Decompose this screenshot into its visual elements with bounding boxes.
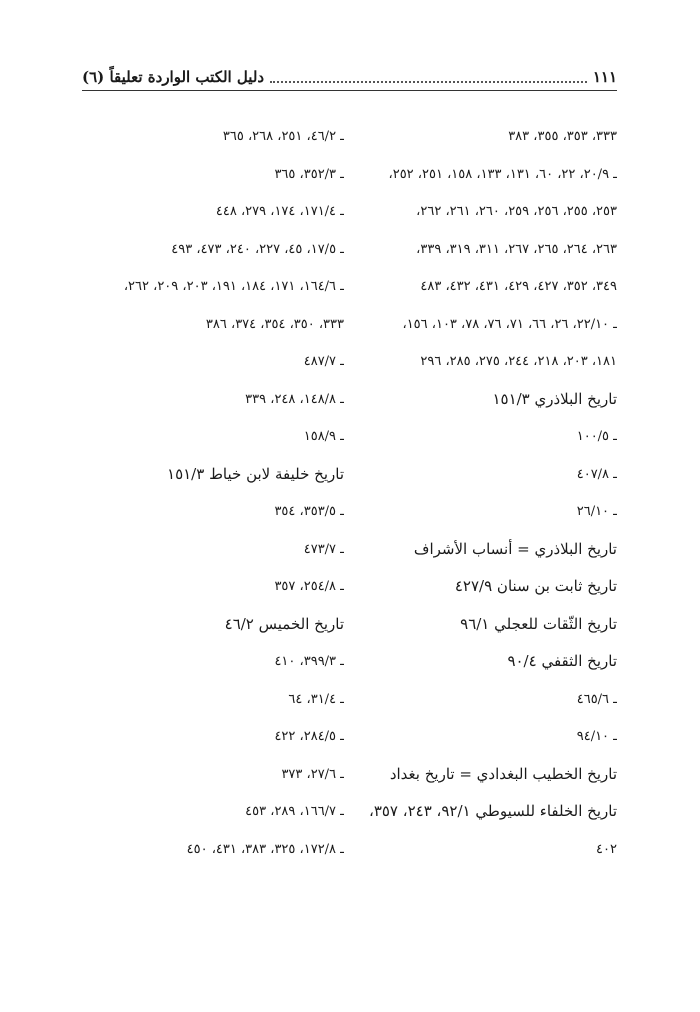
index-entry-line: ـ ٣١/٤، ٦٤ bbox=[288, 691, 344, 707]
index-entry-heading: تاريخ الخطيب البغدادي = تاريخ بغداد bbox=[389, 764, 617, 783]
index-entry-heading: تاريخ الخميس ٤٦/٢ bbox=[224, 614, 344, 633]
page-number: ١١١ bbox=[592, 68, 617, 86]
index-entry-line: ـ ١٠٠/٥ bbox=[576, 429, 617, 444]
index-entry-line: ـ ٢٧/٦، ٣٧٣ bbox=[281, 766, 344, 782]
index-entry-heading: تاريخ خليفة لابن خياط ١٥١/٣ bbox=[167, 464, 344, 483]
index-entry-heading: تاريخ البلاذري = أنساب الأشراف bbox=[413, 539, 617, 558]
index-entry-heading: تاريخ البلاذري ١٥١/٣ bbox=[492, 389, 617, 408]
index-entry-line: ـ ٤٠٧/٨ bbox=[576, 466, 617, 482]
index-entry-line: ـ ٢٢/١٠، ٢٦، ٦٦، ٧١، ٧٦، ٧٨، ١٠٣، ١٥٦، bbox=[402, 316, 617, 332]
index-entry-line: ١٨١، ٢٠٣، ٢١٨، ٢٤٤، ٢٧٥، ٢٨٥، ٢٩٦ bbox=[420, 354, 617, 369]
index-entry-line: ـ ٤٨٧/٧ bbox=[303, 354, 344, 369]
index-entry-heading: تاريخ الخلفاء للسيوطي ٩٢/١، ٢٤٣، ٣٥٧، bbox=[368, 802, 617, 820]
index-entry-line: ـ ٣٥٣/٥، ٣٥٤ bbox=[274, 504, 344, 519]
dot-leader bbox=[270, 80, 587, 83]
index-entry-line: ـ ١٧٢/٨، ٣٢٥، ٣٨٣، ٤٣١، ٤٥٠ bbox=[186, 841, 344, 857]
index-entry-line: ٣٣٣، ٣٥٣، ٣٥٥، ٣٨٣ bbox=[508, 129, 617, 144]
index-entry-line: ـ ١٦٦/٧، ٢٨٩، ٤٥٣ bbox=[245, 804, 344, 819]
index-entry-line: ـ ١٤٨/٨، ٢٤٨، ٣٣٩ bbox=[245, 391, 344, 407]
index-entry-line: ـ ٢٨٤/٥، ٤٢٢ bbox=[274, 729, 344, 744]
index-entry-line: ـ ٢٠/٩، ٢٢، ٦٠، ١٣١، ١٣٣، ١٥٨، ٢٥١، ٢٥٢، bbox=[388, 166, 617, 182]
index-entry-line: ـ ٣٩٩/٣، ٤١٠ bbox=[274, 654, 344, 669]
index-column-right bbox=[367, 118, 617, 868]
index-entry-line: ـ ٣٥٢/٣، ٣٦٥ bbox=[274, 166, 344, 182]
index-entry-heading: تاريخ الثقفي ٩٠/٤ bbox=[507, 652, 617, 670]
index-entry-line: ـ ٢٥٤/٨، ٣٥٧ bbox=[274, 579, 344, 594]
index-entry-heading: تاريخ الثّقات للعجلي ٩٦/١ bbox=[460, 614, 617, 633]
index-entry-line: ـ ٤٦٥/٦ bbox=[576, 691, 617, 707]
index-entry-line: ـ ١٥٨/٩ bbox=[303, 429, 344, 444]
index-entry-line: ـ ١٦٤/٦، ١٧١، ١٨٤، ١٩١، ٢٠٣، ٢٠٩، ٢٦٢، bbox=[123, 279, 344, 294]
index-entry-line: ٣٣٣، ٣٥٠، ٣٥٤، ٣٧٤، ٣٨٦ bbox=[205, 316, 344, 332]
index-entry-line: ٣٤٩، ٣٥٢، ٤٢٧، ٤٢٩، ٤٣١، ٤٣٢، ٤٨٣ bbox=[420, 279, 617, 294]
index-entry-line: ـ ٤٧٣/٧ bbox=[303, 541, 344, 557]
index-entry-line: ٢٥٣، ٢٥٥، ٢٥٦، ٢٥٩، ٢٦٠، ٢٦١، ٢٦٢، bbox=[416, 204, 617, 219]
index-entry-heading: تاريخ ثابت بن سنان ٤٢٧/٩ bbox=[454, 577, 617, 595]
running-title: دليل الكتب الواردة تعليقاً (٦) bbox=[82, 68, 265, 86]
index-entry-line: ـ ٩٤/١٠ bbox=[576, 729, 617, 744]
index-entry-line: ـ ١٧/٥، ٤٥، ٢٢٧، ٢٤٠، ٤٧٣، ٤٩٣ bbox=[171, 241, 344, 257]
index-entry-line: ـ ٢٦/١٠ bbox=[576, 504, 617, 519]
index-column-left bbox=[84, 118, 344, 868]
index-entry-line: ٤٠٢ bbox=[596, 841, 617, 857]
index-entry-line: ـ ٤٦/٢، ٢٥١، ٢٦٨، ٣٦٥ bbox=[222, 129, 344, 144]
page-header bbox=[82, 64, 617, 91]
index-entry-line: ٢٦٣، ٢٦٤، ٢٦٥، ٢٦٧، ٣١١، ٣١٩، ٣٣٩، bbox=[416, 241, 617, 257]
index-entry-line: ـ ١٧١/٤، ١٧٤، ٢٧٩، ٤٤٨ bbox=[215, 204, 344, 219]
